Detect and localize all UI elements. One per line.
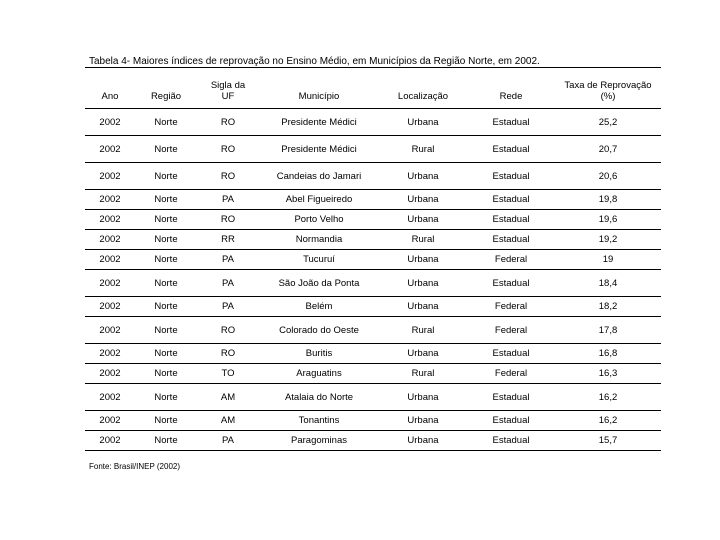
cell-municipio: São João da Ponta: [259, 270, 379, 297]
table-row: [85, 190, 661, 210]
header-taxa-line1: Taxa de Reprovação: [564, 80, 652, 91]
cell-localizacao: Rural: [379, 364, 467, 384]
cell-sigla-uf: RO: [197, 210, 259, 230]
cell-taxa: 17,8: [555, 317, 661, 344]
cell-municipio: Belém: [259, 297, 379, 317]
cell-sigla-uf: RO: [197, 317, 259, 344]
cell-rede: Federal: [467, 317, 555, 344]
cell-ano: 2002: [85, 190, 135, 210]
table-caption: Tabela 4- Maiores índices de reprovação no Ensino Médio, em Municípios da Região Norte, em 2002.: [89, 56, 540, 67]
table-row: [85, 297, 661, 317]
cell-localizacao: Rural: [379, 230, 467, 250]
cell-regiao: Norte: [135, 411, 197, 431]
header-taxa: [555, 68, 661, 109]
cell-sigla-uf: AM: [197, 411, 259, 431]
table-row: [85, 210, 661, 230]
table-row: [85, 136, 661, 163]
cell-taxa: 18,4: [555, 270, 661, 297]
cell-municipio: Atalaia do Norte: [259, 384, 379, 411]
cell-municipio: Buritis: [259, 344, 379, 364]
cell-taxa: 16,2: [555, 384, 661, 411]
cell-localizacao: Urbana: [379, 431, 467, 451]
cell-taxa: 19: [555, 250, 661, 270]
cell-sigla-uf: PA: [197, 270, 259, 297]
cell-sigla-uf: PA: [197, 297, 259, 317]
cell-regiao: Norte: [135, 136, 197, 163]
table-row: [85, 250, 661, 270]
cell-rede: Federal: [467, 364, 555, 384]
header-taxa-line2: (%): [600, 91, 616, 102]
cell-rede: Estadual: [467, 431, 555, 451]
cell-localizacao: Urbana: [379, 297, 467, 317]
cell-taxa: 19,2: [555, 230, 661, 250]
cell-rede: Estadual: [467, 270, 555, 297]
source-note: Fonte: Brasil/INEP (2002): [89, 462, 181, 471]
cell-regiao: Norte: [135, 431, 197, 451]
table-row: [85, 344, 661, 364]
cell-regiao: Norte: [135, 344, 197, 364]
cell-localizacao: Urbana: [379, 411, 467, 431]
cell-taxa: 20,6: [555, 163, 661, 190]
cell-ano: 2002: [85, 384, 135, 411]
cell-rede: Estadual: [467, 210, 555, 230]
cell-regiao: Norte: [135, 250, 197, 270]
cell-ano: 2002: [85, 210, 135, 230]
cell-municipio: Presidente Médici: [259, 109, 379, 136]
cell-regiao: Norte: [135, 297, 197, 317]
header-ano: Ano: [85, 68, 135, 109]
cell-rede: Federal: [467, 297, 555, 317]
cell-ano: 2002: [85, 270, 135, 297]
cell-ano: 2002: [85, 109, 135, 136]
cell-municipio: Colorado do Oeste: [259, 317, 379, 344]
table-row: [85, 270, 661, 297]
cell-taxa: 25,2: [555, 109, 661, 136]
cell-localizacao: Urbana: [379, 163, 467, 190]
cell-ano: 2002: [85, 431, 135, 451]
cell-sigla-uf: PA: [197, 431, 259, 451]
cell-taxa: 16,3: [555, 364, 661, 384]
cell-localizacao: Rural: [379, 317, 467, 344]
cell-localizacao: Rural: [379, 136, 467, 163]
table-row: [85, 163, 661, 190]
cell-municipio: Presidente Médici: [259, 136, 379, 163]
table-row: [85, 411, 661, 431]
cell-rede: Estadual: [467, 344, 555, 364]
cell-localizacao: Urbana: [379, 384, 467, 411]
cell-sigla-uf: RO: [197, 136, 259, 163]
cell-regiao: Norte: [135, 190, 197, 210]
cell-regiao: Norte: [135, 230, 197, 250]
header-sigla-line1: Sigla da: [210, 80, 246, 91]
cell-regiao: Norte: [135, 109, 197, 136]
cell-regiao: Norte: [135, 384, 197, 411]
cell-ano: 2002: [85, 250, 135, 270]
reprovacao-table: [85, 67, 661, 451]
cell-rede: Federal: [467, 250, 555, 270]
cell-municipio: Normandia: [259, 230, 379, 250]
cell-regiao: Norte: [135, 163, 197, 190]
cell-municipio: Tonantins: [259, 411, 379, 431]
table-row: [85, 317, 661, 344]
cell-ano: 2002: [85, 317, 135, 344]
cell-municipio: Tucuruí: [259, 250, 379, 270]
cell-taxa: 18,2: [555, 297, 661, 317]
cell-ano: 2002: [85, 297, 135, 317]
cell-sigla-uf: RO: [197, 344, 259, 364]
cell-sigla-uf: RO: [197, 163, 259, 190]
table-row: [85, 384, 661, 411]
cell-localizacao: Urbana: [379, 190, 467, 210]
cell-municipio: Araguatins: [259, 364, 379, 384]
cell-rede: Estadual: [467, 190, 555, 210]
cell-taxa: 16,2: [555, 411, 661, 431]
cell-taxa: 19,6: [555, 210, 661, 230]
cell-sigla-uf: PA: [197, 250, 259, 270]
cell-regiao: Norte: [135, 210, 197, 230]
cell-ano: 2002: [85, 136, 135, 163]
header-rede: Rede: [467, 68, 555, 109]
cell-rede: Estadual: [467, 411, 555, 431]
cell-localizacao: Urbana: [379, 270, 467, 297]
header-row: [85, 68, 661, 109]
cell-ano: 2002: [85, 364, 135, 384]
cell-municipio: Paragominas: [259, 431, 379, 451]
cell-ano: 2002: [85, 230, 135, 250]
cell-rede: Estadual: [467, 136, 555, 163]
table-row: [85, 431, 661, 451]
cell-sigla-uf: PA: [197, 190, 259, 210]
cell-rede: Estadual: [467, 230, 555, 250]
cell-regiao: Norte: [135, 317, 197, 344]
cell-rede: Estadual: [467, 163, 555, 190]
cell-ano: 2002: [85, 163, 135, 190]
cell-municipio: Candeias do Jamari: [259, 163, 379, 190]
header-sigla-line2: UF: [221, 91, 235, 102]
table-row: [85, 364, 661, 384]
cell-localizacao: Urbana: [379, 250, 467, 270]
cell-municipio: Porto Velho: [259, 210, 379, 230]
header-municipio: Município: [259, 68, 379, 109]
header-regiao: Região: [135, 68, 197, 109]
cell-taxa: 15,7: [555, 431, 661, 451]
cell-regiao: Norte: [135, 270, 197, 297]
cell-municipio: Abel Figueiredo: [259, 190, 379, 210]
cell-ano: 2002: [85, 344, 135, 364]
cell-sigla-uf: RO: [197, 109, 259, 136]
cell-rede: Estadual: [467, 384, 555, 411]
cell-taxa: 20,7: [555, 136, 661, 163]
cell-taxa: 16,8: [555, 344, 661, 364]
cell-localizacao: Urbana: [379, 210, 467, 230]
cell-regiao: Norte: [135, 364, 197, 384]
table-row: [85, 109, 661, 136]
cell-localizacao: Urbana: [379, 109, 467, 136]
cell-sigla-uf: AM: [197, 384, 259, 411]
cell-sigla-uf: RR: [197, 230, 259, 250]
cell-localizacao: Urbana: [379, 344, 467, 364]
cell-taxa: 19,8: [555, 190, 661, 210]
header-localizacao: Localização: [379, 68, 467, 109]
cell-ano: 2002: [85, 411, 135, 431]
header-sigla-uf: [197, 68, 259, 109]
table-row: [85, 230, 661, 250]
cell-sigla-uf: TO: [197, 364, 259, 384]
cell-rede: Estadual: [467, 109, 555, 136]
